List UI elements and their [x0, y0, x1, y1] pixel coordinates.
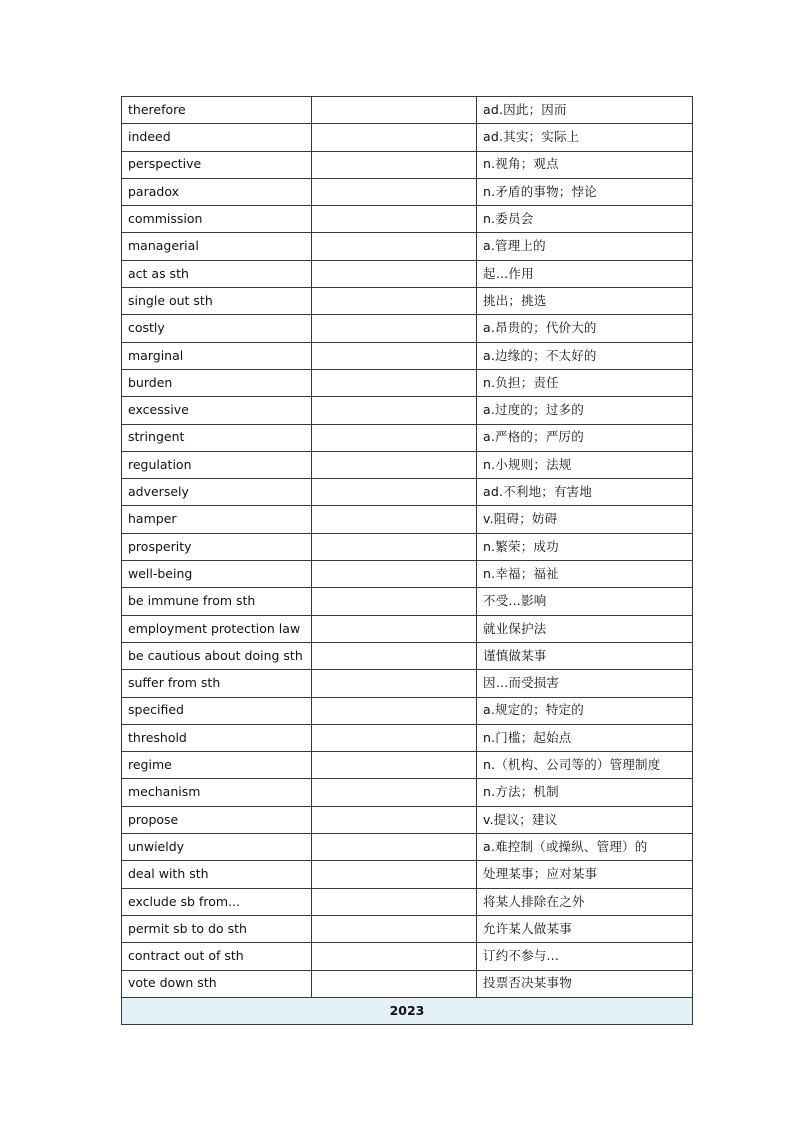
table-row — [122, 533, 693, 560]
vocab-word: unwieldy — [122, 834, 312, 861]
vocab-word: perspective — [122, 151, 312, 178]
vocab-meaning: ad.其实；实际上 — [477, 124, 693, 151]
vocab-meaning: a.管理上的 — [477, 233, 693, 260]
vocab-meaning: a.规定的；特定的 — [477, 697, 693, 724]
blank-cell — [312, 915, 477, 942]
blank-cell — [312, 834, 477, 861]
blank-cell — [312, 506, 477, 533]
table-row — [122, 561, 693, 588]
vocab-word: stringent — [122, 424, 312, 451]
table-row — [122, 315, 693, 342]
vocab-word: therefore — [122, 97, 312, 124]
vocab-word: marginal — [122, 342, 312, 369]
blank-cell — [312, 315, 477, 342]
table-row — [122, 943, 693, 970]
table-row — [122, 724, 693, 751]
blank-cell — [312, 697, 477, 724]
vocab-meaning: a.严格的；严厉的 — [477, 424, 693, 451]
vocab-word: employment protection law — [122, 615, 312, 642]
vocab-meaning: n.小规则；法规 — [477, 451, 693, 478]
blank-cell — [312, 451, 477, 478]
blank-cell — [312, 151, 477, 178]
vocab-word: well-being — [122, 561, 312, 588]
table-row — [122, 752, 693, 779]
vocab-word: vote down sth — [122, 970, 312, 997]
table-row — [122, 424, 693, 451]
vocab-meaning: a.昂贵的；代价大的 — [477, 315, 693, 342]
vocab-meaning: 谨慎做某事 — [477, 642, 693, 669]
blank-cell — [312, 752, 477, 779]
vocab-word: suffer from sth — [122, 670, 312, 697]
vocab-meaning: 起…作用 — [477, 260, 693, 287]
vocab-meaning: 不受…影响 — [477, 588, 693, 615]
table-row — [122, 206, 693, 233]
vocab-meaning: 挑出；挑选 — [477, 288, 693, 315]
blank-cell — [312, 178, 477, 205]
vocab-word: threshold — [122, 724, 312, 751]
vocab-word: be cautious about doing sth — [122, 642, 312, 669]
vocab-word: permit sb to do sth — [122, 915, 312, 942]
table-row — [122, 124, 693, 151]
vocab-meaning: 允许某人做某事 — [477, 915, 693, 942]
vocab-meaning: ad.因此；因而 — [477, 97, 693, 124]
vocab-meaning: n.门槛；起始点 — [477, 724, 693, 751]
table-row — [122, 834, 693, 861]
blank-cell — [312, 670, 477, 697]
blank-cell — [312, 588, 477, 615]
blank-cell — [312, 424, 477, 451]
vocab-meaning: n.负担；责任 — [477, 369, 693, 396]
vocabulary-table — [121, 96, 693, 1025]
table-row — [122, 151, 693, 178]
blank-cell — [312, 861, 477, 888]
vocab-meaning: n.（机构、公司等的）管理制度 — [477, 752, 693, 779]
blank-cell — [312, 233, 477, 260]
vocab-meaning: n.视角；观点 — [477, 151, 693, 178]
table-row — [122, 178, 693, 205]
vocab-word: regulation — [122, 451, 312, 478]
table-row — [122, 697, 693, 724]
table-row — [122, 806, 693, 833]
vocab-word: costly — [122, 315, 312, 342]
vocab-meaning: 订约不参与... — [477, 943, 693, 970]
blank-cell — [312, 724, 477, 751]
vocab-word: act as sth — [122, 260, 312, 287]
vocab-word: burden — [122, 369, 312, 396]
table-row — [122, 642, 693, 669]
vocab-meaning: v.提议；建议 — [477, 806, 693, 833]
table-row — [122, 888, 693, 915]
table-row — [122, 779, 693, 806]
vocab-word: prosperity — [122, 533, 312, 560]
blank-cell — [312, 369, 477, 396]
blank-cell — [312, 206, 477, 233]
blank-cell — [312, 806, 477, 833]
year-header: 2023 — [122, 997, 693, 1024]
vocab-word: paradox — [122, 178, 312, 205]
blank-cell — [312, 288, 477, 315]
table-row — [122, 397, 693, 424]
table-row — [122, 233, 693, 260]
table-row — [122, 260, 693, 287]
vocab-word: exclude sb from... — [122, 888, 312, 915]
vocab-meaning: 就业保护法 — [477, 615, 693, 642]
vocab-meaning: n.矛盾的事物；悖论 — [477, 178, 693, 205]
blank-cell — [312, 943, 477, 970]
vocab-word: mechanism — [122, 779, 312, 806]
blank-cell — [312, 479, 477, 506]
blank-cell — [312, 124, 477, 151]
vocab-meaning: 因…而受损害 — [477, 670, 693, 697]
year-header-row — [122, 997, 693, 1024]
vocab-meaning: ad.不利地；有害地 — [477, 479, 693, 506]
vocab-meaning: a.难控制（或操纵、管理）的 — [477, 834, 693, 861]
vocab-word: be immune from sth — [122, 588, 312, 615]
table-row — [122, 588, 693, 615]
vocab-meaning: a.边缘的；不太好的 — [477, 342, 693, 369]
vocab-meaning: 将某人排除在之外 — [477, 888, 693, 915]
vocabulary-table-body — [122, 97, 693, 998]
vocab-meaning: 处理某事；应对某事 — [477, 861, 693, 888]
vocab-meaning: n.幸福；福祉 — [477, 561, 693, 588]
vocab-word: excessive — [122, 397, 312, 424]
table-row — [122, 342, 693, 369]
blank-cell — [312, 342, 477, 369]
table-row — [122, 451, 693, 478]
vocab-word: specified — [122, 697, 312, 724]
blank-cell — [312, 397, 477, 424]
table-row — [122, 615, 693, 642]
vocab-meaning: v.阻碍；妨碍 — [477, 506, 693, 533]
blank-cell — [312, 533, 477, 560]
vocab-meaning: a.过度的；过多的 — [477, 397, 693, 424]
vocab-meaning: 投票否决某事物 — [477, 970, 693, 997]
vocab-meaning: n.方法；机制 — [477, 779, 693, 806]
vocab-word: managerial — [122, 233, 312, 260]
blank-cell — [312, 642, 477, 669]
blank-cell — [312, 260, 477, 287]
table-row — [122, 288, 693, 315]
blank-cell — [312, 615, 477, 642]
vocab-word: adversely — [122, 479, 312, 506]
blank-cell — [312, 97, 477, 124]
table-row — [122, 915, 693, 942]
table-row — [122, 369, 693, 396]
vocab-word: deal with sth — [122, 861, 312, 888]
vocab-word: contract out of sth — [122, 943, 312, 970]
table-row — [122, 970, 693, 997]
vocab-word: propose — [122, 806, 312, 833]
vocab-word: regime — [122, 752, 312, 779]
blank-cell — [312, 970, 477, 997]
blank-cell — [312, 888, 477, 915]
table-row — [122, 861, 693, 888]
blank-cell — [312, 561, 477, 588]
table-row — [122, 97, 693, 124]
table-row — [122, 670, 693, 697]
table-row — [122, 479, 693, 506]
vocab-word: commission — [122, 206, 312, 233]
vocab-word: single out sth — [122, 288, 312, 315]
vocab-word: hamper — [122, 506, 312, 533]
vocab-meaning: n.繁荣；成功 — [477, 533, 693, 560]
table-row — [122, 506, 693, 533]
blank-cell — [312, 779, 477, 806]
vocab-word: indeed — [122, 124, 312, 151]
vocab-meaning: n.委员会 — [477, 206, 693, 233]
